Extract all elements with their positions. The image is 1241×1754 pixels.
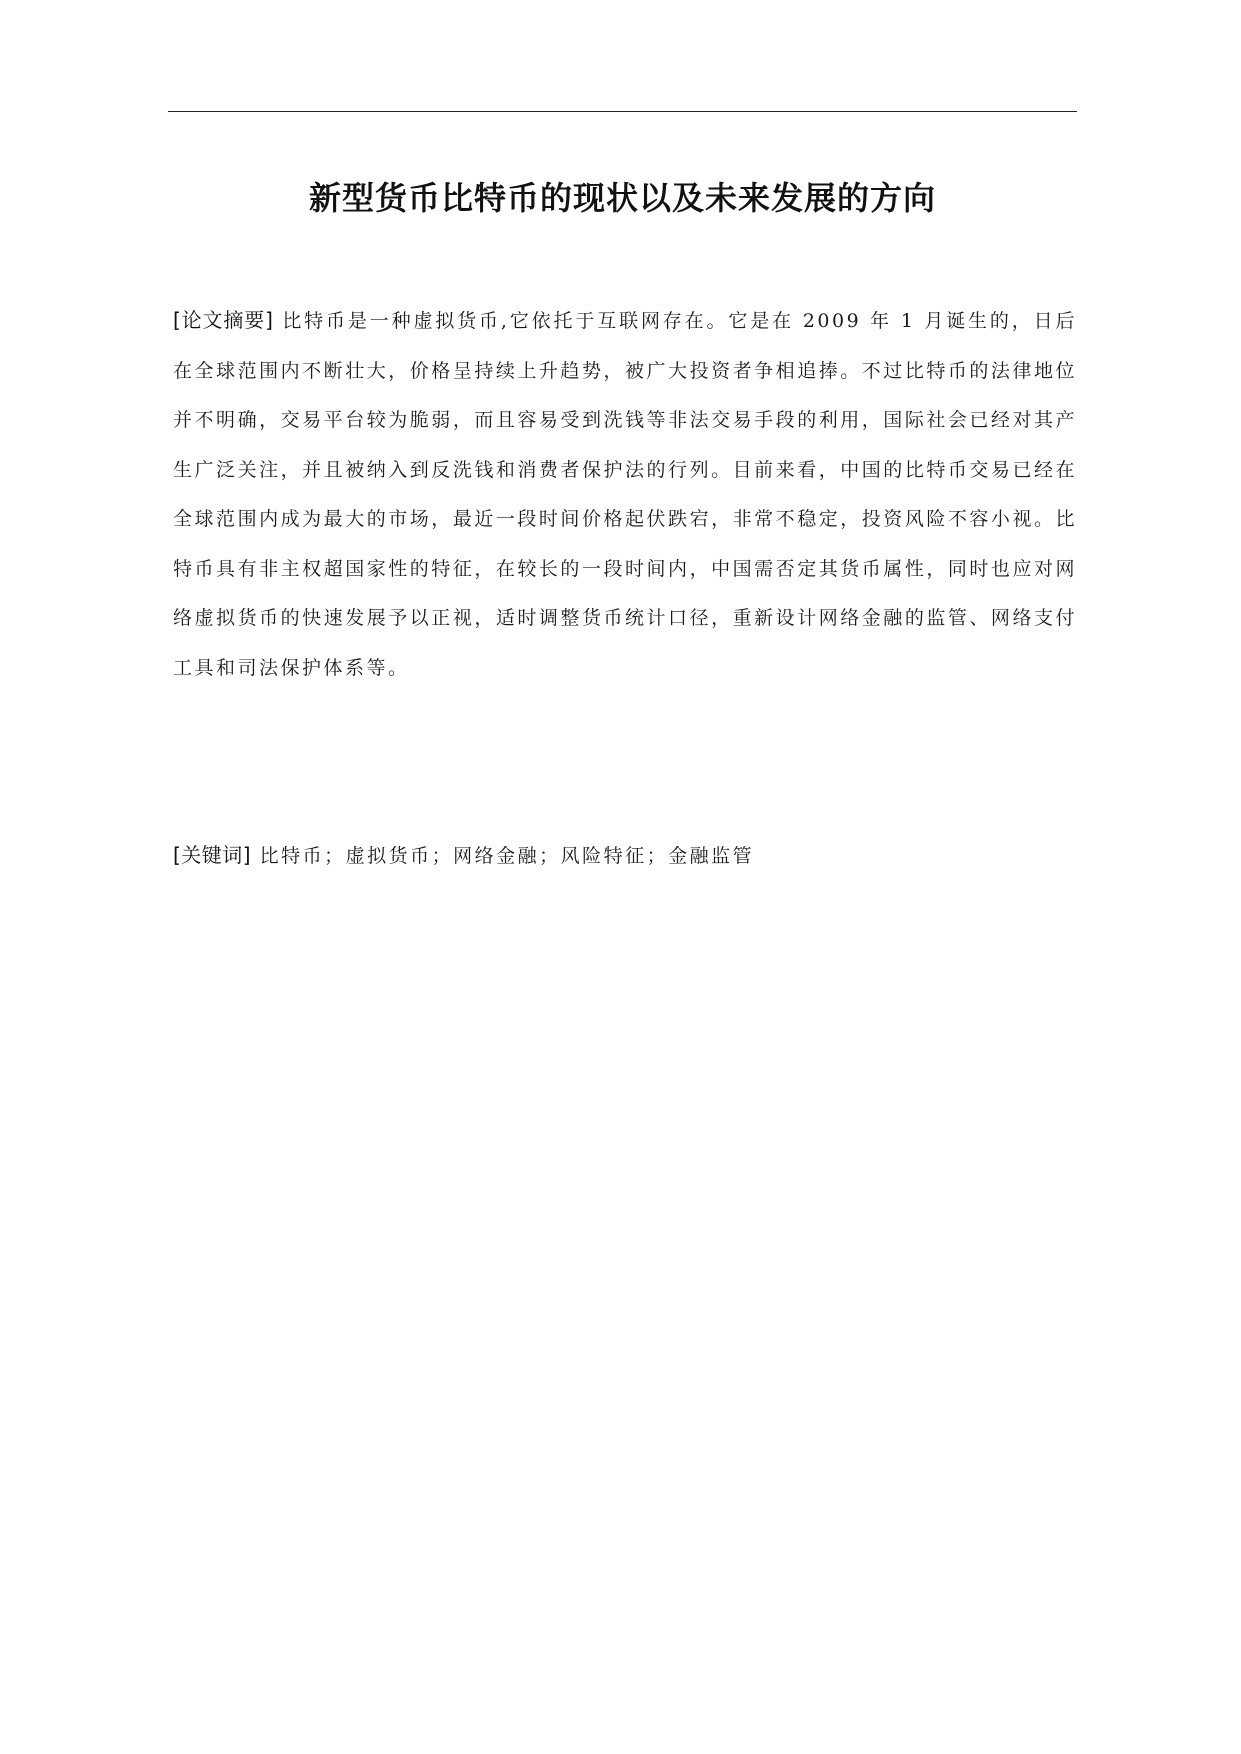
abstract-text: 比特币是一种虚拟货币,它依托于互联网存在。它是在 2009 年 1 月诞生的，日后在全球范围内不断壮大，价格呈持续上升趋势，被广大投资者争相追捧。不过比特币的法律地位并不明确，交易平台较为脆弱，而且容易受到洗钱等非法交易手段的利用，国际社会已经对其产生广泛关注，并且被纳入到反洗钱和消费者保护法的行列。目前来看，中国的比特币交易已经在全球范围内成为最大的市场，最近一段时间价格起伏跌宕，非常不稳定，投资风险不容小视。比特币具有非主权超国家性的特征，在较长的一段时间内，中国需否定其货币属性，同时也应对网络虚拟货币的快速发展予以正视，适时调整货币统计口径，重新设计网络金融的监管、网络支付工具和司法保护体系等。 (173, 310, 1077, 679)
keywords-label: [关键词] (173, 843, 252, 867)
paper-title: 新型货币比特币的现状以及未来发展的方向 (308, 179, 936, 217)
header-rule (168, 111, 1077, 112)
abstract-paragraph (173, 296, 1077, 693)
keywords-paragraph (173, 831, 1077, 882)
abstract-label: [论文摘要] (173, 308, 274, 332)
keywords-text: 比特币；虚拟货币；网络金融；风险特征；金融监管 (259, 845, 755, 867)
